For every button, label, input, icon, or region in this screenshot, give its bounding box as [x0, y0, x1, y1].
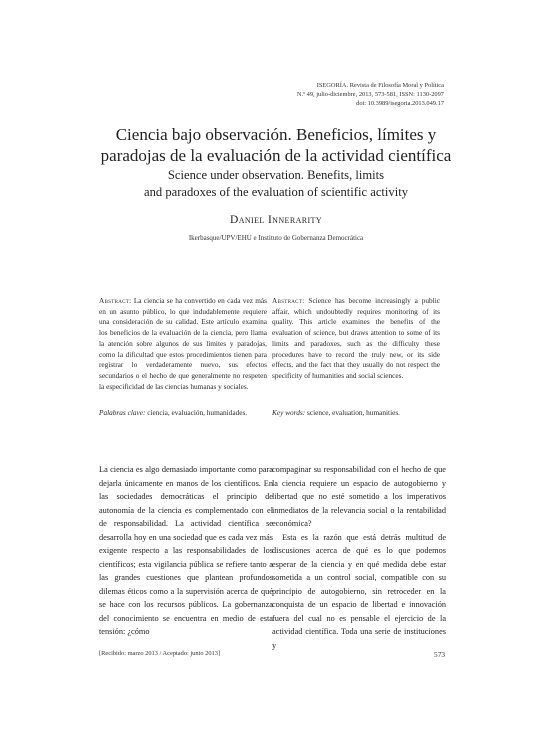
title-es-line2: paradojas de la evaluación de la actividad científica: [100, 146, 452, 165]
author-affiliation: Ikerbasque/UPV/EHU e Instituto de Gobernanza Democrática: [188, 234, 364, 242]
article-title-spanish: [60, 124, 492, 166]
keywords-en-text: science, evaluation, humanities.: [305, 408, 400, 417]
keywords-es-label: Palabras clave:: [99, 408, 146, 417]
abstract-en-text: Science has become increasingly a public affair, which undoubtedly requires monitoring of its quality. This article examines the benefits of the evaluation of science, but draws attention to some of its limits and paradoxes, such as the difficulty these procedures have to record the truly new, or its side effects, and the fact that they usually do not respect the specificity of humanities and social sciences.: [272, 296, 440, 380]
journal-header: [297, 82, 444, 108]
body-column-right: [272, 463, 446, 652]
author-name: Daniel Innerarity: [229, 214, 323, 226]
abstract-en-label: Abstract:: [272, 296, 305, 305]
received-accepted-dates: [Recibido: marzo 2013 / Aceptado: junio 2013]: [99, 650, 221, 657]
title-en-line1: Science under observation. Benefits, limits: [167, 168, 385, 182]
journal-issue: N.º 49, julio-diciembre, 2013, 573-581, ISSN: 1130-2097: [296, 90, 444, 98]
body-paragraph: compaginar su responsabilidad con el hecho de que la ciencia requiere un espacio de autogobierno y libertad que no esté sometido a los imperativos inmediatos de la relevancia social o la rentabilidad económica?: [272, 465, 446, 528]
body-paragraph: La ciencia es algo demasiado importante como para dejarla únicamente en manos de los científicos. En las sociedades democráticas el principio de autonomía de la ciencia es complementado con el de responsabilidad. La actividad científica se desarrolla hoy en una sociedad que es cada vez más exigente respecto a las responsabilidades de los científicos; esta vigilancia pública se refiere tanto a las grandes cuestiones que plantean profundos dilemas éticos como a la supervisión acerca de qué se hace con los recursos públicos. La gobernanza del conocimiento se encuentra en medio de esta tensión: ¿cómo: [99, 465, 273, 636]
article-title-english: [60, 167, 492, 201]
keywords-english: [272, 408, 440, 419]
page-number: 573: [434, 650, 445, 659]
abstract-english: [272, 296, 440, 382]
title-es-line1: Ciencia bajo observación. Beneficios, límites y: [115, 125, 437, 144]
keywords-en-label: Key words:: [272, 408, 306, 417]
journal-name: ISEGORÍA. Revista de Filosofía Moral y Política: [316, 82, 444, 89]
abstract-spanish: [99, 296, 267, 392]
abstract-es-label: Abstract:: [99, 296, 132, 305]
keywords-spanish: [99, 408, 267, 419]
abstract-es-text: La ciencia se ha convertido en cada vez más en un asunto público, lo que indudablemente requiere una consideración de su calidad. Este artículo examina los beneficios de la evaluación de la ciencia, pero llama la atención sobre algunos de sus límites y paradojas, como la dificultad que estos procedimientos tienen para registrar lo verdaderamente nuevo, sus efectos secundarios o el hecho de que generalmente no respeten la especificidad de las ciencias humanas y sociales.: [99, 296, 267, 391]
body-paragraph: Esta es la razón que está detrás multitud de discusiones acerca de qué es lo que podemos esperar de la ciencia y en qué medida debe estar sometida a un control social, compatible con su principio de autogobierno, sin retroceder en la conquista de un espacio de libertad e innovación fuera del cual no es pensable el ejercicio de la actividad científica. Toda una serie de instituciones y: [272, 532, 446, 650]
journal-doi: doi: 10.3989/isegoria.2013.049.17: [356, 99, 444, 107]
title-en-line2: and paradoxes of the evaluation of scientific activity: [143, 185, 409, 199]
body-column-left: [99, 463, 273, 639]
keywords-es-text: ciencia, evaluación, humanidades.: [145, 408, 248, 417]
